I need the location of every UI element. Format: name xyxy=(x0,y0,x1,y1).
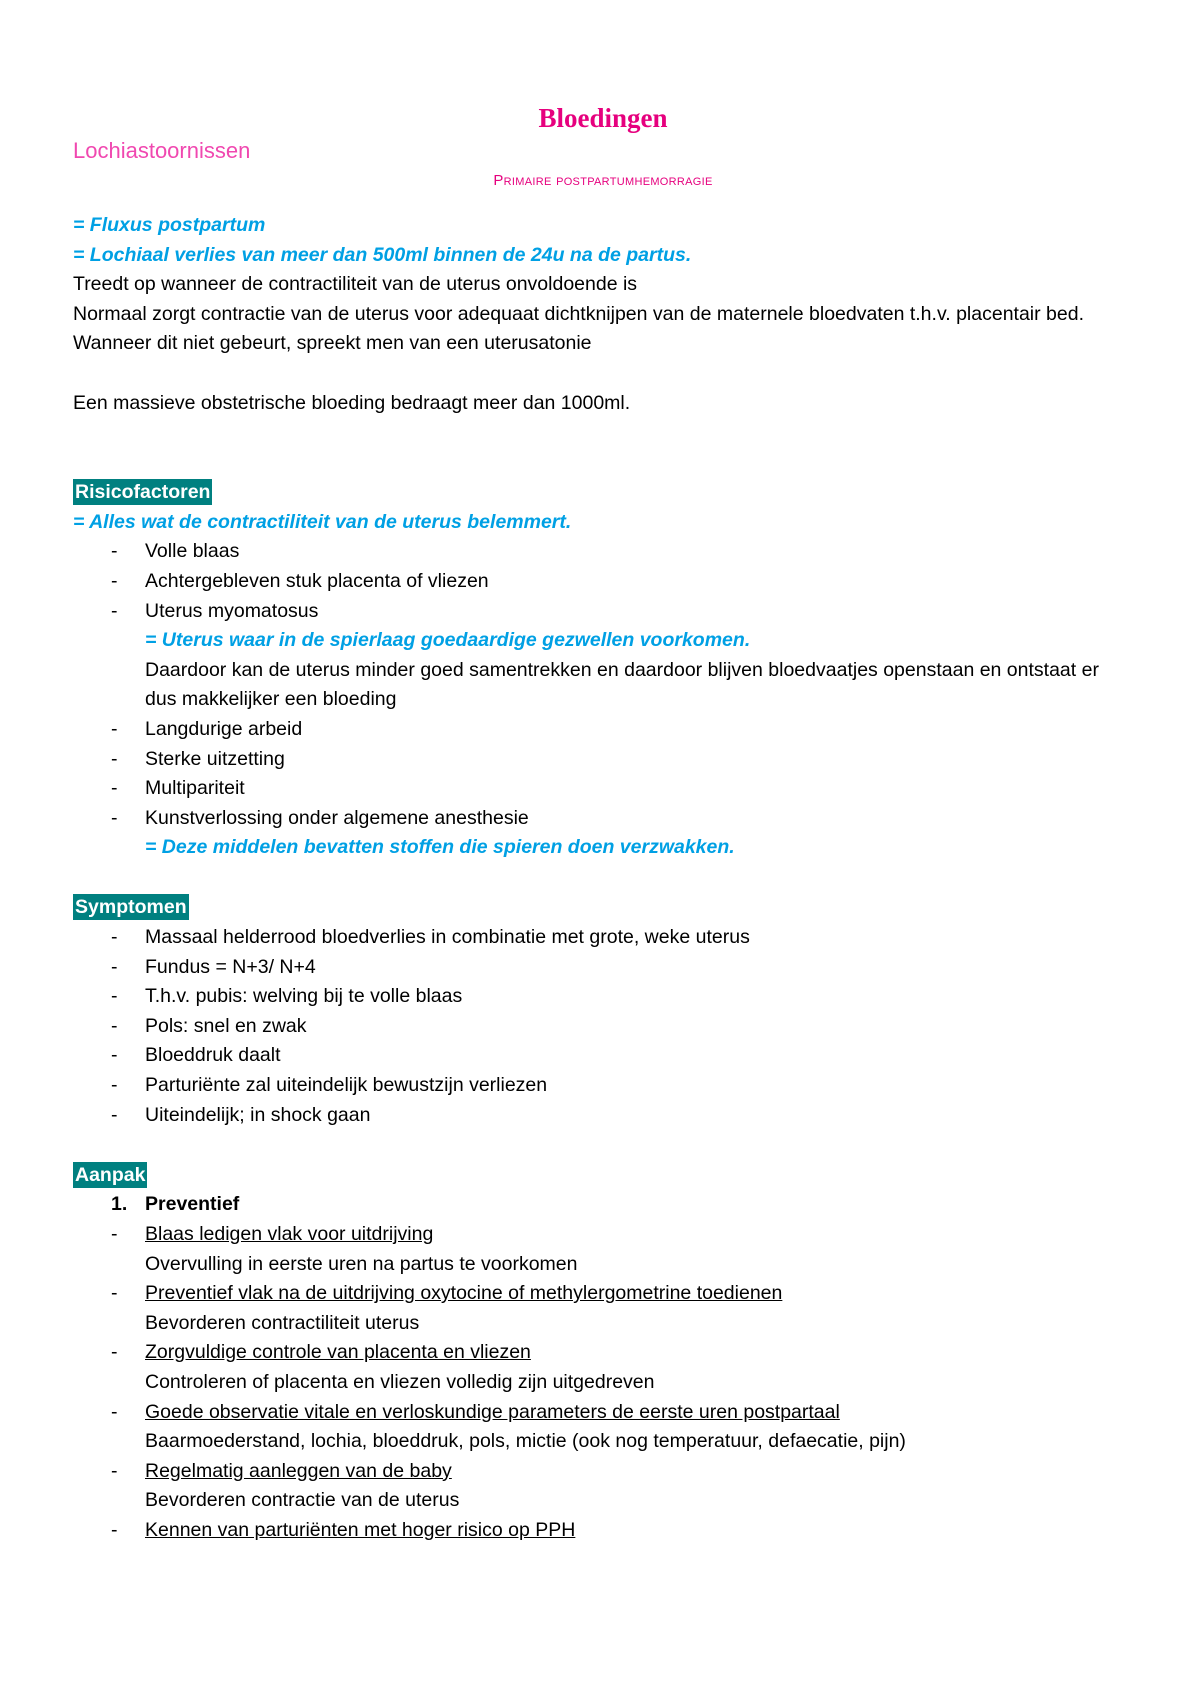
list-item: - Sterke uitzetting xyxy=(73,745,1133,775)
list-item: - Bloeddruk daalt xyxy=(73,1041,1133,1071)
approach-heading-line xyxy=(73,1160,1133,1191)
approach-list xyxy=(73,1457,1133,1487)
list-item xyxy=(73,1516,1133,1546)
spacer xyxy=(73,863,1133,893)
list-item xyxy=(73,1338,1133,1368)
list-item: - Fundus = N+3/ N+4 xyxy=(73,953,1133,983)
approach-list xyxy=(73,1279,1133,1309)
list-item: - Achtergebleven stuk placenta of vliezen xyxy=(73,567,1133,597)
approach-list xyxy=(73,1398,1133,1428)
list-item-title: Kennen van parturiënten met hoger risico op PPH xyxy=(145,1518,576,1541)
numbered-item-preventief xyxy=(73,1190,1133,1220)
item-number: 1. xyxy=(111,1193,128,1216)
risk-definition: = Alles wat de contractiliteit van de uterus belemmert. xyxy=(73,510,572,533)
list-item-title: Preventief vlak na de uitdrijving oxytocine of methylergometrine toedienen xyxy=(145,1282,783,1305)
list-item-title: Goede observatie vitale en verloskundige parameters de eerste uren postpartaal xyxy=(145,1400,840,1423)
myoma-explanation: Daardoor kan de uterus minder goed samentrekken en daardoor blijven bloedvaatjes openstaan en ontstaat er dus makkelijker een bloeding xyxy=(145,658,1099,711)
list-item-description: Baarmoederstand, lochia, bloeddruk, pols, mictie (ook nog temperatuur, defaecatie, pijn) xyxy=(145,1430,906,1453)
list-item: - Uiteindelijk; in shock gaan xyxy=(73,1101,1133,1131)
list-item: - Volle blaas xyxy=(73,537,1133,567)
list-item xyxy=(73,1398,1133,1428)
list-item-description: Controleren of placenta en vliezen volledig zijn uitgedreven xyxy=(145,1370,655,1393)
definition-lochiaal: = Lochiaal verlies van meer dan 500ml binnen de 24u na de partus. xyxy=(73,243,692,266)
list-item: - Pols: snel en zwak xyxy=(73,1012,1133,1042)
section-title: Primaire postpartumhemorragie xyxy=(493,172,713,189)
symptoms-heading-line xyxy=(73,892,1133,923)
list-item-description: Overvulling in eerste uren na partus te voorkomen xyxy=(145,1252,578,1275)
list-item-title: Regelmatig aanleggen van de baby xyxy=(145,1459,452,1482)
anesthesia-definition: = Deze middelen bevatten stoffen die spieren doen verzwakken. xyxy=(145,836,735,859)
approach-list xyxy=(73,1338,1133,1368)
document-subtitle: Lochiastoornissen xyxy=(73,138,251,163)
myoma-definition: = Uterus waar in de spierlaag goedaardige gezwellen voorkomen. xyxy=(145,629,751,652)
list-item xyxy=(73,1279,1133,1309)
document-content xyxy=(73,100,1133,1546)
spacer xyxy=(73,359,1133,389)
document-title: Bloedingen xyxy=(538,103,668,133)
list-item xyxy=(73,1457,1133,1487)
risk-list-continued xyxy=(73,715,1133,833)
symptoms-heading: Symptomen xyxy=(75,896,187,919)
numbered-item-label: Preventief xyxy=(145,1193,240,1216)
approach-heading: Aanpak xyxy=(75,1163,146,1186)
list-item-title: Zorgvuldige controle van placenta en vliezen xyxy=(145,1341,531,1364)
list-item-description: Bevorderen contractie van de uterus xyxy=(145,1489,460,1512)
approach-list xyxy=(73,1516,1133,1546)
spacer xyxy=(73,418,1133,477)
spacer xyxy=(73,1130,1133,1160)
list-item xyxy=(73,1220,1133,1250)
list-item-title: Blaas ledigen vlak voor uitdrijving xyxy=(145,1223,434,1245)
intro-line-1: Treedt op wanneer de contractiliteit van de uterus onvoldoende is xyxy=(73,273,638,296)
risk-heading: Risicofactoren xyxy=(75,481,211,504)
intro-line-3: Een massieve obstetrische bloeding bedraagt meer dan 1000ml. xyxy=(73,391,631,414)
list-item: - Massaal helderrood bloedverlies in combinatie met grote, weke uterus xyxy=(73,923,1133,953)
list-item: - Multipariteit xyxy=(73,774,1133,804)
list-item: - T.h.v. pubis: welving bij te volle blaas xyxy=(73,982,1133,1012)
list-item: - Uterus myomatosus xyxy=(73,597,1133,627)
risk-heading-line xyxy=(73,477,1133,508)
list-item: - Kunstverlossing onder algemene anesthesie xyxy=(73,804,1133,834)
risk-list xyxy=(73,537,1133,626)
intro-line-2: Normaal zorgt contractie van de uterus voor adequaat dichtknijpen van de maternele bloedvaten t.h.v. placentair bed. Wanneer dit niet gebeurt, spreekt men van een uterusatonie xyxy=(73,302,1085,355)
approach-list xyxy=(73,1220,1133,1250)
symptoms-list xyxy=(73,923,1133,1130)
definition-fluxus: = Fluxus postpartum xyxy=(73,214,266,236)
list-item-description: Bevorderen contractiliteit uterus xyxy=(145,1311,420,1334)
list-item: - Langdurige arbeid xyxy=(73,715,1133,745)
list-item: - Parturiënte zal uiteindelijk bewustzijn verliezen xyxy=(73,1071,1133,1101)
